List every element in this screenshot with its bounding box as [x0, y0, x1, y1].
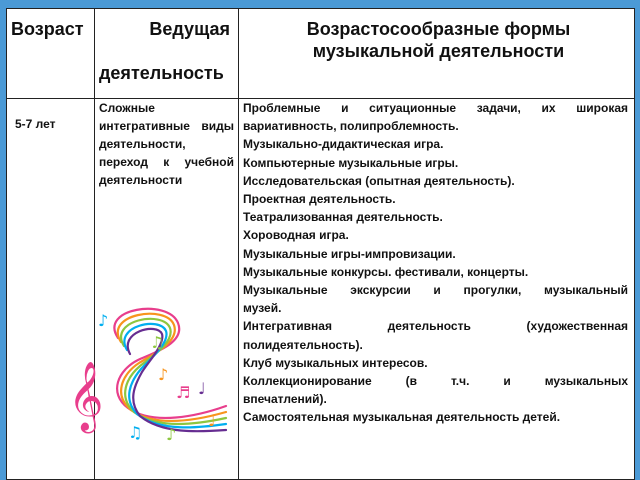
header-leading-line1: Ведущая — [149, 19, 230, 39]
forms-line: Театрализованная деятельность. — [243, 210, 443, 225]
svg-text:♪: ♪ — [98, 311, 109, 330]
forms-line: Коллекционирование (в т.ч. и музыкальных — [243, 374, 628, 389]
header-forms-line1: Возрастосообразные формы — [306, 19, 571, 39]
music-notes-swirl-icon — [58, 298, 238, 448]
forms-line: Самостоятельная музыкальная деятельность детей. — [243, 410, 561, 425]
svg-text:♪: ♪ — [166, 425, 177, 444]
forms-line: Исследовательская (опытная деятельность). — [243, 173, 515, 188]
svg-text:𝄞: 𝄞 — [68, 361, 104, 431]
svg-text:♫: ♫ — [128, 423, 143, 442]
forms-line: Музыкальные экскурсии и прогулки, музыкальный — [243, 283, 628, 298]
forms-line: Хороводная игра. — [243, 228, 349, 243]
document-sheet — [6, 8, 634, 480]
leading-activity-text: Сложные интегративные виды деятельности, переход к учебной деятельности — [99, 101, 234, 187]
header-leading-activity — [95, 9, 239, 99]
forms-line: Компьютерные музыкальные игры. — [243, 155, 459, 170]
age-cell: 5-7 лет — [7, 99, 95, 480]
header-age: Возраст — [7, 9, 95, 99]
forms-line: вариативность, полипроблемность. — [243, 119, 459, 134]
svg-text:♩: ♩ — [198, 379, 206, 398]
forms-line: впечатлений). — [243, 392, 327, 407]
svg-text:♫: ♫ — [150, 333, 165, 352]
svg-text:♪: ♪ — [158, 365, 169, 384]
header-forms-line2: музыкальной деятельности — [312, 41, 565, 61]
svg-text:♬: ♬ — [176, 383, 191, 402]
svg-text:♩: ♩ — [208, 411, 216, 430]
forms-line: музей. — [243, 301, 282, 316]
forms-line: Музыкальные игры-импровизации. — [243, 246, 456, 261]
forms-line: Проблемные и ситуационные задачи, их широкая — [243, 101, 628, 115]
forms-line: Клуб музыкальных интересов. — [243, 355, 428, 370]
forms-line: Интегративная деятельность (художественная — [243, 319, 628, 334]
forms-line: Проектная деятельность. — [243, 192, 396, 207]
header-leading-line2: деятельность — [99, 63, 224, 83]
header-row — [7, 9, 635, 99]
forms-line: Музыкальные конкурсы. фестивали, концерты. — [243, 264, 529, 279]
forms-line: Музыкально-дидактическая игра. — [243, 137, 444, 152]
forms-cell — [239, 99, 635, 480]
forms-line: полидеятельность). — [243, 337, 363, 352]
header-forms — [239, 9, 635, 99]
